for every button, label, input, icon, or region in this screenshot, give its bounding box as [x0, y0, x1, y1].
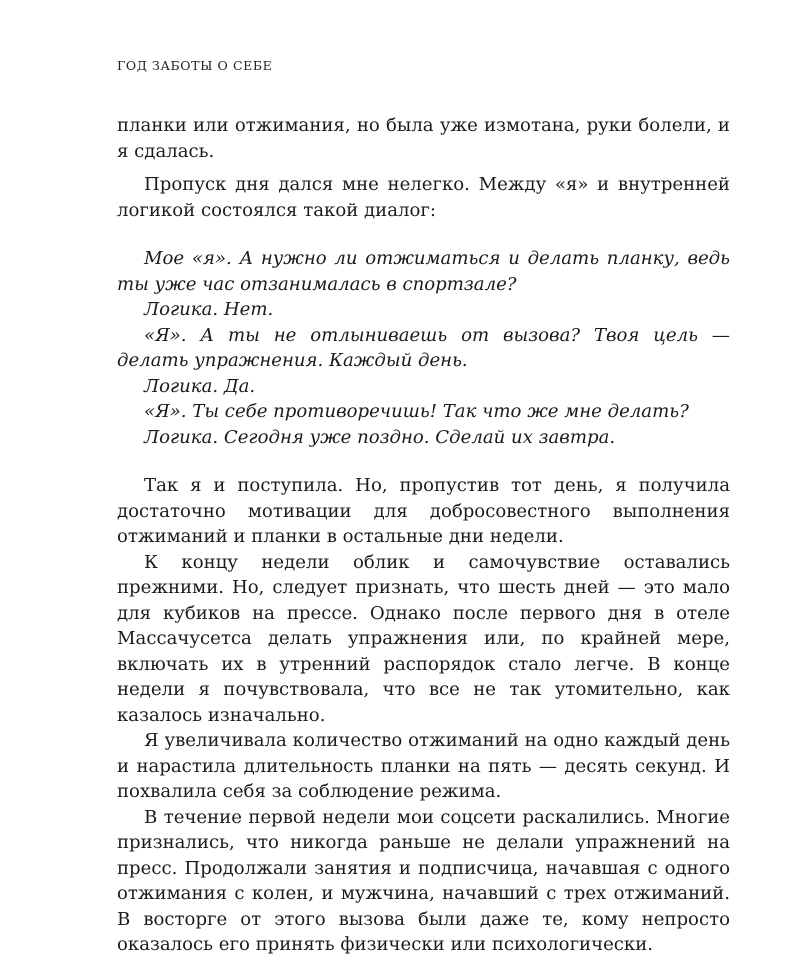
paragraph: Я увеличивала количество отжиманий на одно каждый день и нарастила длительность планки на пять — десять секунд. И похвалила себя за соблюдение режима. [117, 730, 730, 802]
paragraph: Так я и поступила. Но, пропустив тот день, я получила достаточно мотивации для добросовестного выполнения отжиманий и планки в остальные дни недели. [117, 475, 730, 547]
paragraph-continuation: планки или отжимания, но была уже измотана, руки болели, и я сдалась. [117, 115, 730, 162]
dialog-line: «Я». Ты себе противоречишь! Так что же мне делать? [144, 401, 689, 422]
dialog-line: Логика. Да. [144, 375, 256, 397]
dialog-line: Логика. Сегодня уже поздно. Сделай их завтра. [144, 426, 616, 448]
paragraph: К концу недели облик и самочувствие оставались прежними. Но, следует признать, что шесть дней — это мало для кубиков на прессе. Однако после первого дня в отеле Массачусетса делать упражнения или, по крайней мере, включать их в утренний распорядок стало легче. В конце недели я почувствовала, что все не так утомительно, как казалось изначально. [117, 551, 730, 726]
dialog-block [117, 246, 730, 450]
dialog-line: Мое «я». А нужно ли отжиматься и делать планку, ведь ты уже час отзанималась в спортзале? [117, 248, 730, 295]
dialog-line: «Я». А ты не отлыниваешь от вызова? Твоя цель — делать упражнения. Каждый день. [117, 324, 730, 371]
page-body [117, 113, 730, 958]
running-head: ГОД ЗАБОТЫ О СЕБЕ [117, 58, 273, 73]
dialog-line: Логика. Нет. [144, 299, 274, 320]
paragraph-intro-dialog: Пропуск дня дался мне нелегко. Между «я» и внутренней логикой состоялся такой диалог: [117, 174, 730, 221]
paragraph: В течение первой недели мои соцсети раскалились. Многие признались, что никогда раньше не делали упражнений на пресс. Продолжали занятия и подписчица, начавшая с одного отжимания с колен, и мужчина, начавший с трех отжиманий. В восторге от этого вызова были даже те, кому непросто оказалось его принять физически или психологически. [117, 806, 730, 955]
